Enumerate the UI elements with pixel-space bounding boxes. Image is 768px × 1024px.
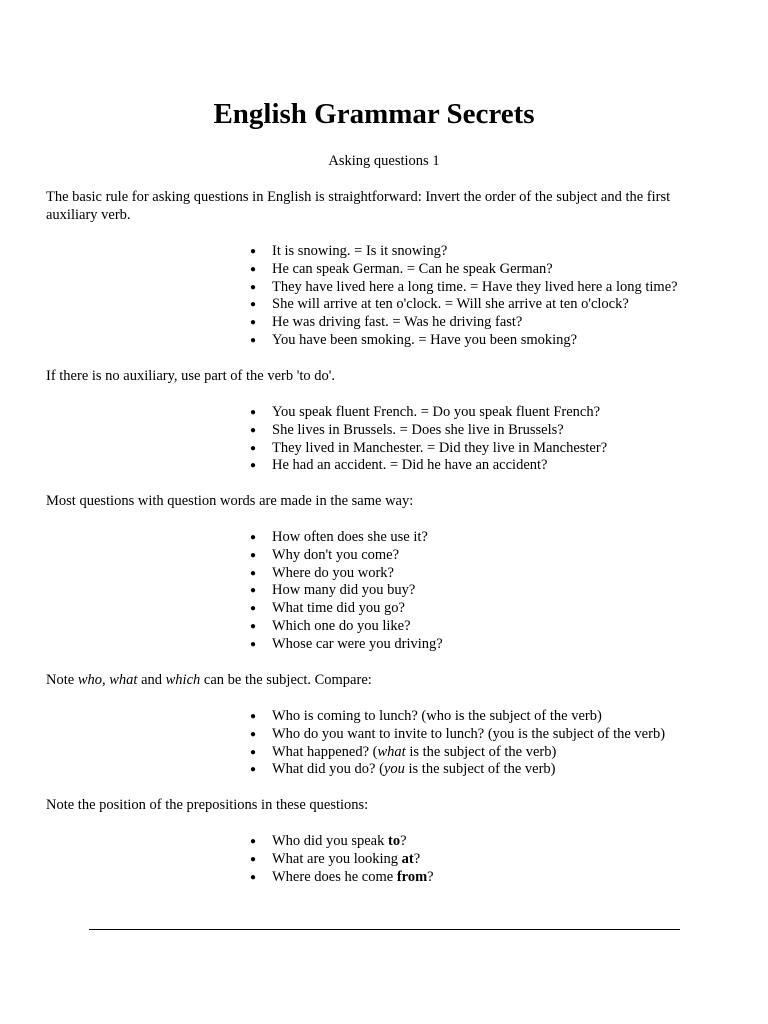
list-item	[250, 422, 607, 440]
page-title: English Grammar Secrets	[213, 98, 535, 130]
section-5-intro: Note the position of the prepositions in these questions:	[46, 797, 369, 813]
bullet-icon: ●	[250, 263, 257, 275]
list-item-text: They lived in Manchester. = Did they live in Manchester?	[272, 439, 608, 456]
bullet-icon: ●	[250, 281, 257, 293]
intro-text: can be the subject. Compare:	[200, 672, 372, 688]
footer-divider	[89, 929, 680, 930]
list-item	[250, 744, 665, 762]
bullet-icon: ●	[250, 853, 257, 865]
bullet-icon: ●	[250, 460, 257, 472]
list-item	[250, 440, 607, 458]
bullet-icon: ●	[250, 246, 257, 257]
intro-emphasis: which	[165, 672, 201, 688]
list-item	[250, 279, 678, 297]
list-item	[250, 869, 434, 887]
list-item	[250, 600, 443, 618]
bullet-icon: ●	[250, 407, 257, 418]
bullet-icon: ●	[250, 728, 257, 740]
section-4-list	[250, 708, 665, 779]
intro-text: ,	[101, 672, 110, 688]
list-item-strong: to	[387, 833, 401, 849]
list-item	[250, 332, 678, 350]
list-item-text: It is snowing. = Is it snowing?	[272, 243, 448, 259]
intro-text: and	[137, 672, 166, 688]
list-item	[250, 582, 443, 600]
list-item	[250, 636, 443, 654]
bullet-icon: ●	[250, 711, 257, 722]
list-item	[250, 761, 665, 779]
bullet-icon: ●	[250, 549, 257, 561]
bullet-icon: ●	[250, 424, 257, 436]
bullet-icon: ●	[250, 585, 257, 597]
list-item-text: is the subject of the verb)	[405, 743, 557, 760]
list-item-text: Where does he come	[272, 868, 397, 885]
list-item	[250, 296, 678, 314]
list-item	[250, 529, 443, 547]
bullet-icon: ●	[250, 746, 257, 758]
list-item-text: ?	[413, 850, 421, 867]
list-item-text: What time did you go?	[272, 600, 405, 617]
list-item-text: He had an accident. = Did he have an accident?	[272, 457, 548, 474]
list-item-text: Who did you speak	[272, 833, 388, 849]
bullet-icon: ●	[250, 334, 257, 346]
intro-emphasis: who	[77, 672, 102, 688]
list-item-text: You speak fluent French. = Do you speak fluent French?	[272, 404, 601, 420]
bullet-icon: ●	[250, 638, 257, 650]
section-1-intro: The basic rule for asking questions in English is straightforward: Invert the order of the subject and the first auxiliary verb.	[46, 189, 671, 223]
list-item-text: How many did you buy?	[272, 582, 416, 599]
page-subtitle: Asking questions 1	[328, 153, 440, 169]
list-item	[250, 833, 434, 851]
list-item	[250, 726, 665, 744]
list-item-text: She lives in Brussels. = Does she live in Brussels?	[272, 421, 564, 438]
list-item-text: He was driving fast. = Was he driving fast?	[272, 314, 523, 331]
list-item	[250, 243, 678, 261]
list-item-text: What are you looking	[272, 850, 402, 867]
bullet-icon: ●	[250, 317, 257, 329]
bullet-icon: ●	[250, 620, 257, 632]
list-item-text: ?	[400, 833, 407, 849]
bullet-icon: ●	[250, 532, 257, 543]
list-item-text: She will arrive at ten o'clock. = Will she arrive at ten o'clock?	[272, 296, 629, 313]
list-item-text: How often does she use it?	[272, 529, 428, 545]
list-item-text: is the subject of the verb)	[404, 761, 556, 778]
section-5-list	[250, 833, 434, 886]
section-3-intro: Most questions with question words are made in the same way:	[46, 493, 414, 509]
list-item	[250, 618, 443, 636]
list-item-emphasis: you	[383, 761, 405, 778]
list-item-text: They have lived here a long time. = Have they lived here a long time?	[272, 278, 678, 295]
section-3-list	[250, 529, 443, 654]
bullet-icon: ●	[250, 836, 257, 847]
bullet-icon: ●	[250, 567, 257, 579]
list-item-text: Which one do you like?	[272, 617, 411, 634]
list-item	[250, 457, 607, 475]
intro-emphasis: what	[109, 672, 138, 688]
list-item	[250, 708, 665, 726]
list-item	[250, 314, 678, 332]
list-item-strong: from	[396, 868, 428, 885]
list-item-text: Who is coming to lunch? (who is the subject of the verb)	[272, 708, 602, 724]
section-2-list	[250, 404, 607, 475]
list-item	[250, 565, 443, 583]
list-item	[250, 547, 443, 565]
intro-text: Note	[46, 672, 78, 688]
list-item-text: Where do you work?	[272, 564, 394, 581]
bullet-icon: ●	[250, 299, 257, 311]
list-item-text: What happened? (	[272, 743, 378, 760]
list-item-text: ?	[427, 868, 434, 885]
section-4-intro	[46, 672, 706, 690]
bullet-icon: ●	[250, 603, 257, 615]
list-item-emphasis: what	[377, 743, 406, 760]
list-item	[250, 404, 607, 422]
list-item-text: Why don't you come?	[272, 546, 400, 563]
list-item-text: You have been smoking. = Have you been smoking?	[272, 331, 578, 348]
list-item	[250, 261, 678, 279]
list-item-text: Who do you want to invite to lunch? (you is the subject of the verb)	[272, 725, 666, 742]
list-item-strong: at	[401, 850, 414, 867]
section-1-list	[250, 243, 678, 350]
list-item-text: What did you do? (	[272, 761, 384, 778]
bullet-icon: ●	[250, 764, 257, 776]
bullet-icon: ●	[250, 442, 257, 454]
bullet-icon: ●	[250, 871, 257, 883]
section-2-intro: If there is no auxiliary, use part of the verb 'to do'.	[46, 368, 335, 384]
list-item	[250, 851, 434, 869]
list-item-text: He can speak German. = Can he speak German?	[272, 260, 553, 277]
list-item-text: Whose car were you driving?	[272, 635, 443, 652]
